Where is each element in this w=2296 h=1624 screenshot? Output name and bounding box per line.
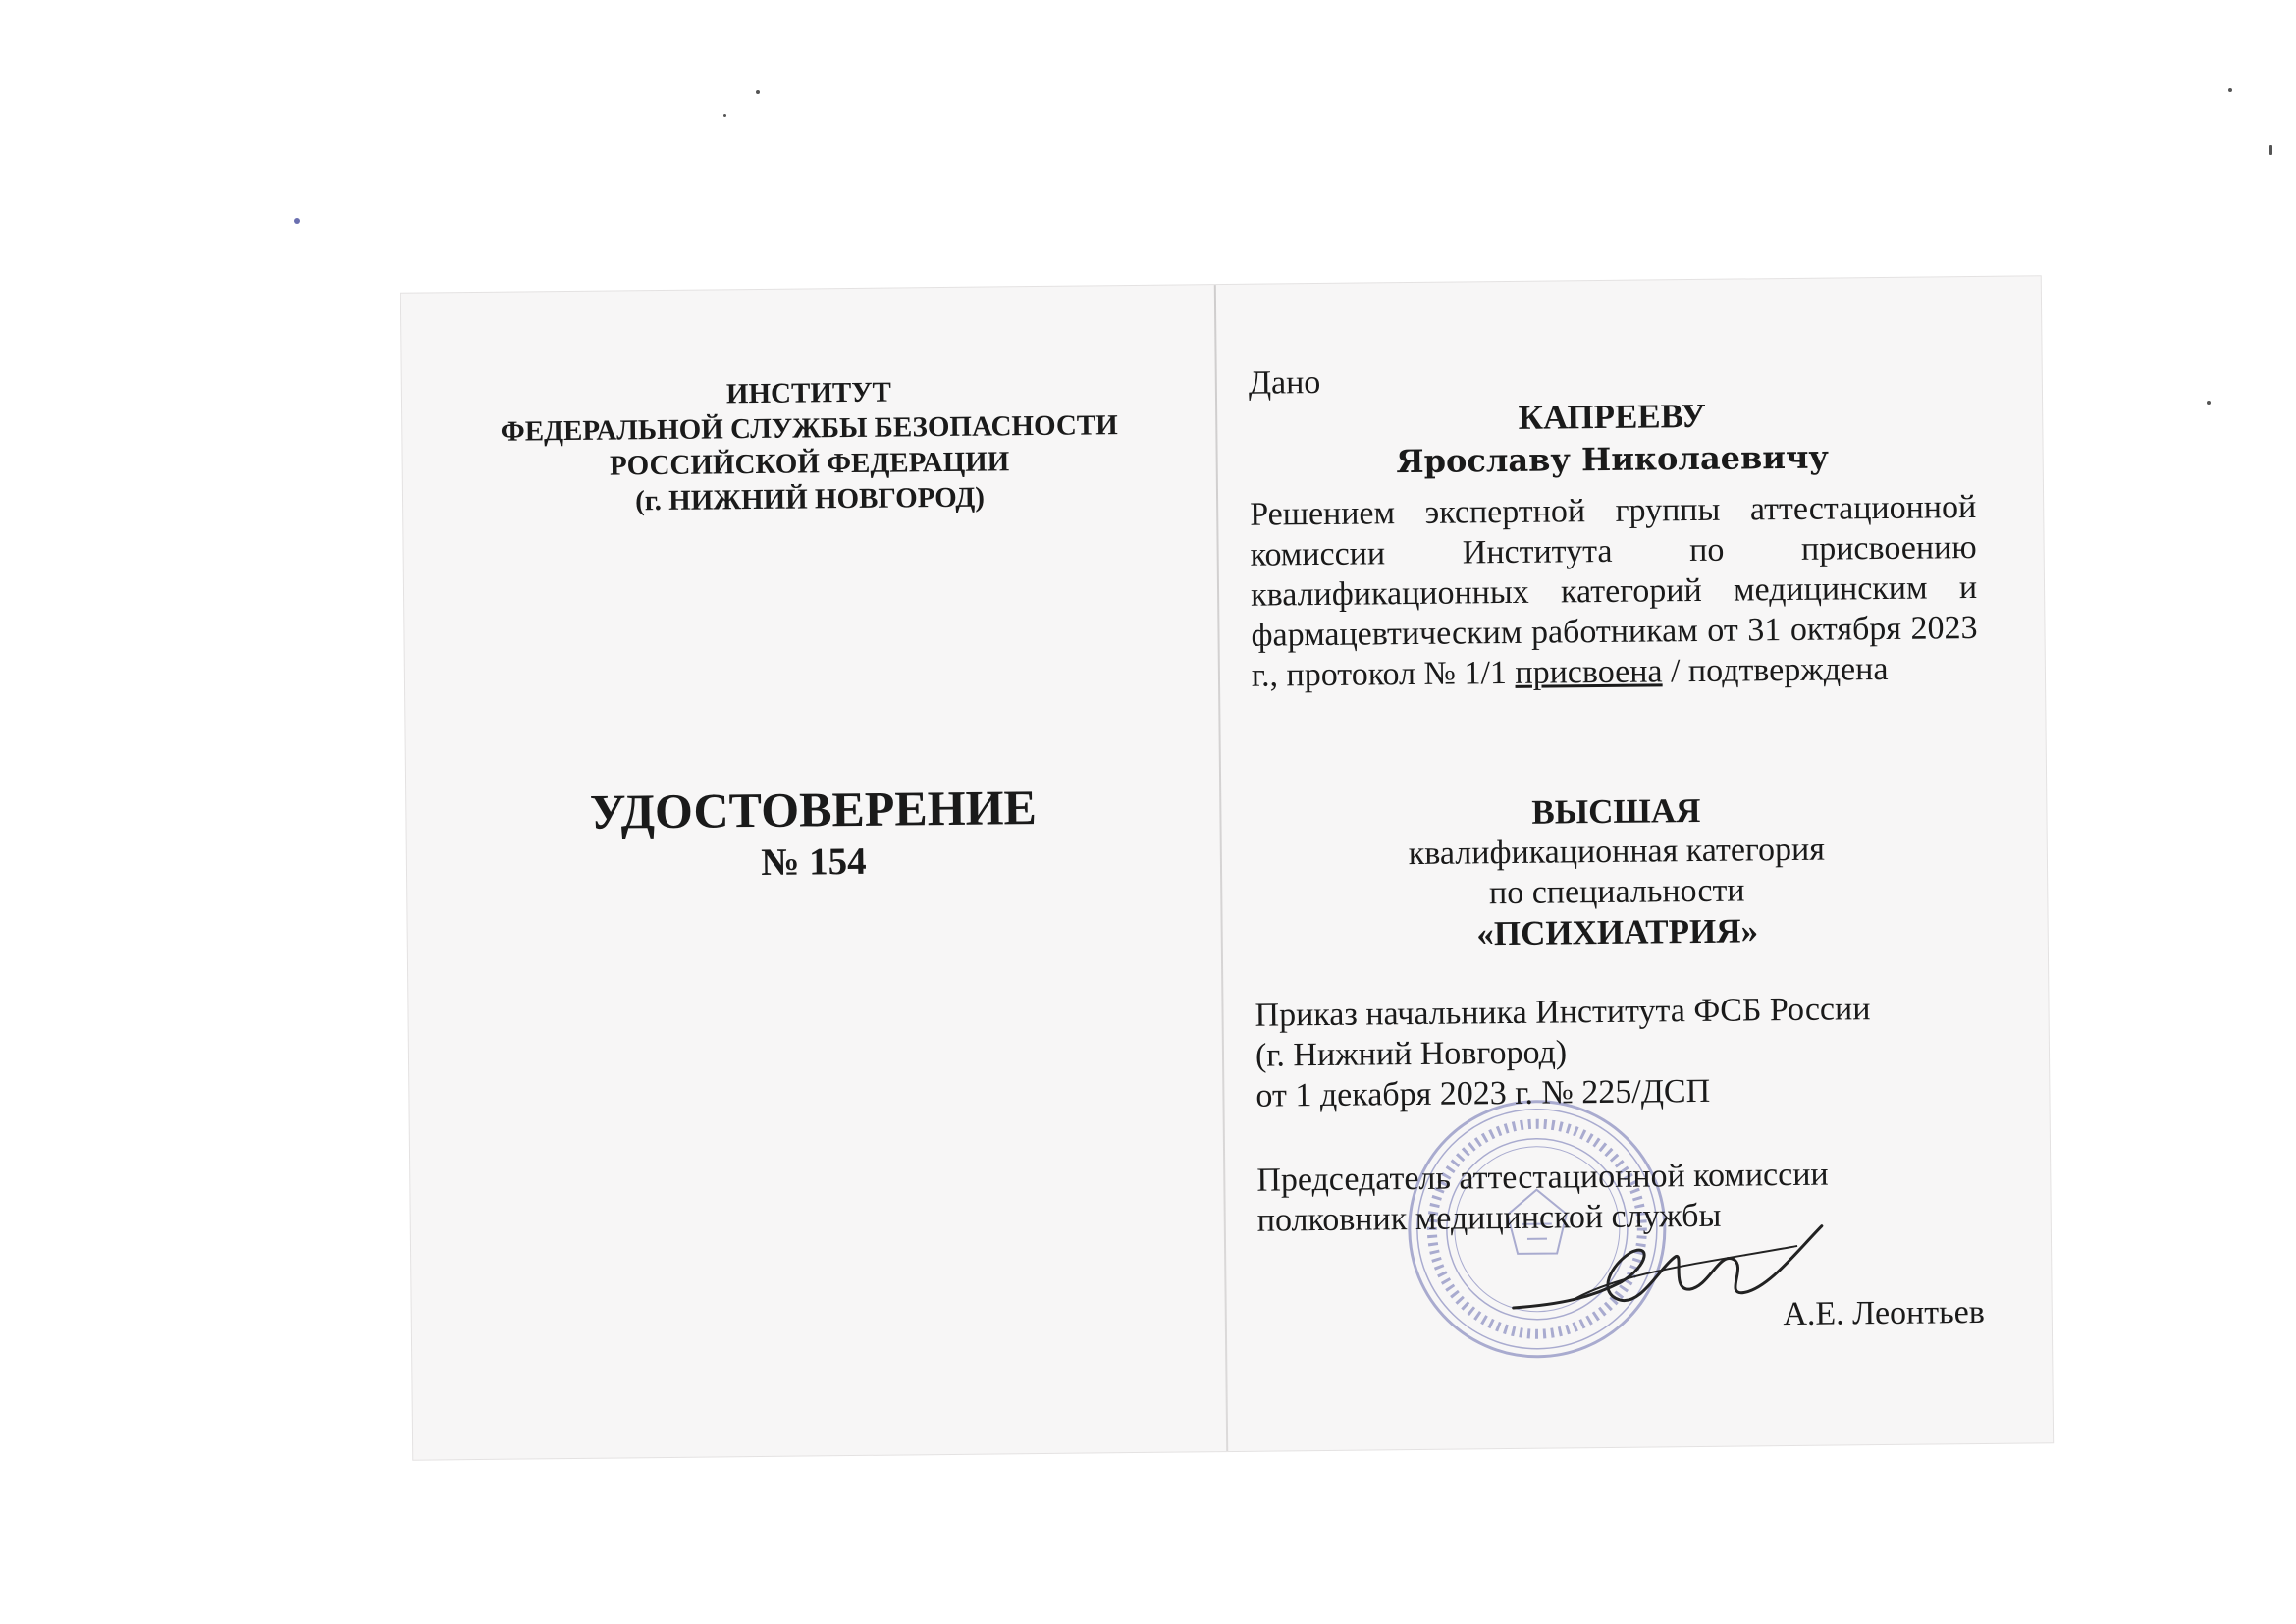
order-block <box>1255 988 1982 1116</box>
category-level: ВЫСШАЯ <box>1531 790 1701 832</box>
decision-body: Решением экспертной группы аттестационной комиссии Института по присвоению квалификационных категорий медицинским и фармацевтическим работникам от 31 октября 2023 г., протокол № 1/1 <box>1250 488 1978 694</box>
scan-speck <box>2228 88 2232 92</box>
institute-line: (г. НИЖНИЙ НОВГОРОД) <box>634 481 986 517</box>
scan-speck <box>723 114 726 117</box>
scan-speck <box>2269 145 2272 155</box>
decision-text <box>1250 487 1978 696</box>
signatory-name: А.Е. Леонтьев <box>1783 1293 1985 1333</box>
certificate-heading <box>446 776 1181 890</box>
certificate-title: УДОСТОВЕРЕНИЕ <box>589 780 1038 839</box>
recipient-name: Ярославу Николаевичу <box>1396 438 1830 481</box>
institute-name <box>452 372 1167 521</box>
recipient-surname: КАПРЕЕВУ <box>1518 396 1707 437</box>
order-line: от 1 декабря 2023 г. № 225/ДСП <box>1255 1072 1711 1114</box>
confirmed-word: / подтверждена <box>1662 650 1889 690</box>
institute-line: РОССИЙСКОЙ ФЕДЕРАЦИИ <box>609 446 1010 482</box>
order-line: (г. Нижний Новгород) <box>1255 1034 1568 1074</box>
left-page <box>401 285 1226 1460</box>
order-line: Приказ начальника Института ФСБ России <box>1255 991 1871 1034</box>
certificate-number: № 154 <box>760 839 867 884</box>
specialty-label: по специальности <box>1488 872 1745 912</box>
right-page <box>1248 277 2025 1451</box>
category-label: квалификационная категория <box>1408 831 1826 873</box>
chair-line: Председатель аттестационной комиссии <box>1256 1156 1829 1199</box>
assigned-word: присвоена <box>1515 653 1663 691</box>
specialty: «ПСИХИАТРИЯ» <box>1476 911 1759 953</box>
chair-block <box>1256 1153 1984 1241</box>
scan-speck <box>2207 401 2211 405</box>
institute-line: ФЕДЕРАЛЬНОЙ СЛУЖБЫ БЕЗОПАСНОСТИ <box>500 409 1118 448</box>
scan-speck <box>756 90 760 94</box>
category-block <box>1253 787 1981 956</box>
scan-speck <box>294 218 300 224</box>
chair-line: полковник медицинской службы <box>1256 1197 1722 1239</box>
certificate-card <box>401 276 2053 1459</box>
institute-line: ИНСТИТУТ <box>725 376 892 410</box>
given-label: Дано <box>1248 363 1321 402</box>
